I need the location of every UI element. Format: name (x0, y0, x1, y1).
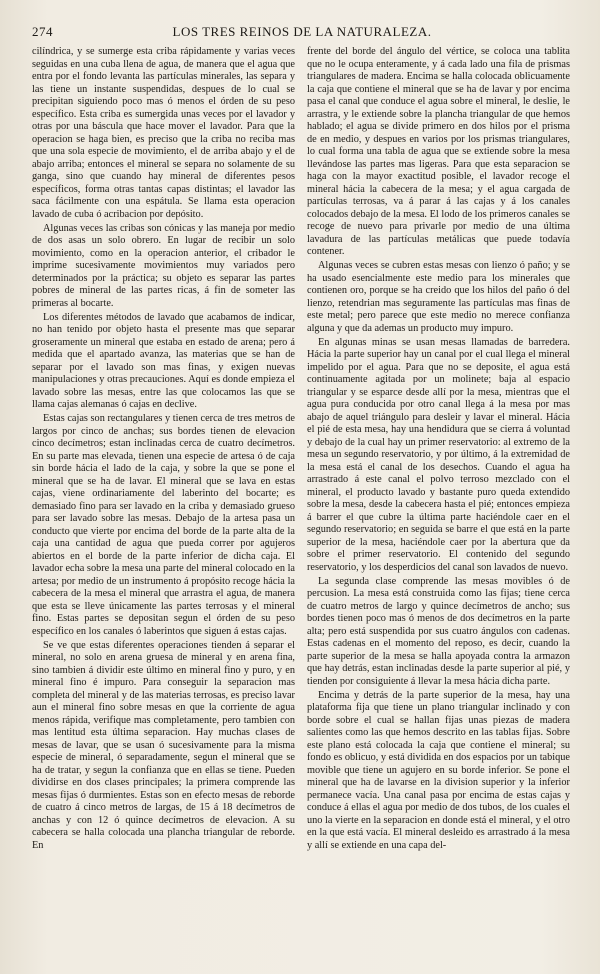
text-columns (32, 46, 570, 958)
paragraph: Se ve que estas diferentes operaciones tienden á separar el mineral, no solo en arena gruesa de mineral y en arena fina, sino tambien á dividir este último en mineral fino y puro, y en mineral fino é impuro. Para conseguir la separacion mas completa del mineral y de las materias terrosas, es preciso lavar aun el mineral fino sobre mesas en que la corriente de agua menos rápida, verifique mas completamente, pero tambien con mas lentitud esta última separacion. Hay muchas clases de mesas de lavar, que se usan ó sucesivamente para la misma especie de mineral, ó separadamente, segun el mineral que se ha de tratar, y segun la confianza que en ellas se tiene. Pueden dividirse en dos clases principales; la primera comprende las mesas fijas ó durmientes. Estas son en efecto mesas de reborde de cuatro á cinco metros de largas, de 15 á 18 decímetros de anchas y con 12 ó quince decímetros de elevacion. A su cabecera se halla colocada una plancha triangular de reborde. En (32, 639, 295, 851)
paragraph: Estas cajas son rectangulares y tienen cerca de tres metros de largos por cinco de anchas; sus bordes tienen de elevacion cinco decímetros; estan inclinadas cerca de cuatro decímetros. En su parte mas elevada, tienen una especie de artesa ó de caja sin borde hácia el lado de la caja, y sobre la que se pone el mineral que se ha de lavar. El mineral que se lava en estas cajas, viene ordinariamente del laberinto del bocarte; es demasiado fino para ser lavado en la criba y demasiado grueso para ser lavado sobre las mesas. Debajo de la artesa pasa un conducto que vierte por encima del borde de la parte alta de la caja una cantidad de agua que pueda correr por agujeros abiertos en el borde de la parte inferior de dicha caja. El lavador echa sobre la mesa una parte del mineral colocado en la artesa; por medio de un instrumento á propósito recoge hácia la cabecera de la mesa el mineral que arrastra el agua, de manera que esta se lleve únicamente las partes terrosas y el mineral fino. Estas partes se depositan segun el órden de su peso específico en los canales ó laberintos que siguen á estas cajas. (32, 413, 295, 637)
paragraph: Algunas veces se cubren estas mesas con lienzo ó paño; y se ha usado esencialmente este medio para los minerales que contienen oro, porque se ha creido que los hilos del paño ó del lienzo, retendrian mas seguramente las partículas mas finas de este metal; pero parece que este medio no merece confianza alguna y que da ademas un producto muy impuro. (307, 260, 570, 334)
right-column (307, 46, 570, 958)
paragraph: cilíndrica, y se sumerge esta criba rápidamente y varias veces seguidas en una cuba llena de agua, de manera que el agua que entra por el fondo levanta las partículas minerales, las separa y las tiene un instante suspendidas, despues de lo cual se precipitan siguiendo poco mas ó menos el órden de su peso específico. Esta criba es sumergida unas veces por el lavador y otras por una báscula que hace mover el lavador. Para que la operacion se haga bien, es preciso que la criba no reciba mas que una sola especie de movimiento, el de arriba abajo y el de abajo arriba; entonces el mineral se separa no solamente de su ganga, sino que cuando hay mineral de diferentes pesos específicos, forma otras tantas capas distintas; el lavador las saca fácilmente con una espátula. Se llama esta operacion lavado de cuba ó acribacion por depósito. (32, 46, 295, 220)
paragraph: Los diferentes métodos de lavado que acabamos de indicar, no han tenido por objeto hasta el presente mas que separar groseramente un mineral que estaba en estado de arena; pero á medida que el apartado avanza, las materias que se han de separar por el lavado son mas finas, y exigen nuevas manipulaciones y otras precauciones. Aquí es donde empieza el lavado sobre las mesas, entre las que colocamos las que se llama cajas alemanas ó cajas en declive. (32, 311, 295, 410)
paragraph: La segunda clase comprende las mesas movibles ó de percusion. La mesa está construida como las fijas; tiene cerca de cuatro metros de largo y quince decímetros de ancho; sus bordes tienen poco mas ó menos de dos decímetros en la parte alta; pero está suspendida por sus cuatro ángulos con cadenas. Estas cadenas en el momento del reposo, es decir, cuando la parte superior de la mesa se halla apoyada contra la armazon que hay detrás, estan inclinadas desde la parte superior al pié, y tienden por consiguiente á llevar la mesa hácia dicha parte. (307, 575, 570, 687)
paragraph: Algunas veces las cribas son cónicas y las maneja por medio de dos asas un solo obrero. En lugar de recibir un solo movimiento, como en la operacion anterior, el cribador le imprime sucesivamente movimientos muy variados pero determinados por la práctica; su objeto es separar las partes pobres de mineral de las partes ricas, á fin de someter las primeras al bocarte. (32, 222, 295, 309)
left-column (32, 46, 295, 958)
paragraph: Encima y detrás de la parte superior de la mesa, hay una plataforma fija que tiene un plano triangular inclinado y con borde sobre el cual se hallan fijas unas piezas de madera salientes como las que hemos descrito en las tablas fijas. Sobre este plano está colocada la caja que contiene el mineral; su fondo es oblicuo, y está dividida en dos espacios por un tabique movible que tiene un agujero en su borde inferior. Se pone el mineral que ha de lavarse en la division superior y la inferior permanece vacía. Una canal pasa por encima de estas cajas y conduce á ellas el agua por medio de dos tubos, de los cuales el uno la vierte en la separacion en donde está el mineral, y el otro en la que está vacía. El mineral desleido es arrastrado á la mesa y allí se extiende en una capa del- (307, 689, 570, 851)
running-head: LOS TRES REINOS DE LA NATURALEZA. (172, 24, 432, 39)
paragraph: frente del borde del ángulo del vértice, se coloca una tablita que no le ocupa enteramente, y á cada lado una fila de prismas triangulares de madera. Encima se halla colocada oblicuamente la caja que contiene el mineral que se ha de lavar y por encima pasa el canal que conduce el agua sobre el mineral, le deslie, le arrastra, y le extiende sobre la plancha triangular de que hemos hablado; el agua se divide primero en dos hilos por el prisma de en medio, y despues en varios por los prismas triangulares, lo cual forma una tabla de agua que se extiende sobre la mesa llevándose las partes mas ligeras. Para que esta separacion se haga con la mayor exactitud posible, el lavador recoge el mineral hácia la cabecera de la mesa; y el agua cargada de partículas terrosas, va á parar á las cajas y á los canales colocados debajo de la mesa. El lodo de los primeros canales se recoge de nuevo para privarle por medio de una última lavadura de las partículas metálicas que puede todavía contener. (307, 46, 570, 257)
paragraph: En algunas minas se usan mesas llamadas de barredera. Hácia la parte superior hay un canal por el cual llega el mineral impelido por el agua. Para que no se deposite, el agua está continuamente agitada por un molinete; baja al espacio triangular y se esparce desde allí por la mesa, mientras que el agua pura conducida por otro canal llega á la mesa por mas abajo de aquel triángulo para desleir y lavar el mineral. Hácia el pié de esta mesa, hay una hendidura que se cierra á voluntad y debajo de la cual hay un primer reservatorio: al extremo de la mesa un segundo reservatorio, y por último, á la extremidad de la mesa está el canal de los desechos. Cuando el agua ha arrastrado á este canal el polvo terroso mezclado con el mineral, el producto lavado y bastante puro queda extendido sobre la mesa, desde la cabecera hasta el pié; entonces empieza á barrer el que cubre la última parte haciéndole caer en el segundo reservatorio; en seguida se barre el que está en la parte superior de la mesa, haciéndole caer por la abertura que da sobre el primer reservatorio. El contenido del segundo reservatorio, y los desperdicios del canal son lavados de nuevo. (307, 336, 570, 573)
page-number: 274 (32, 24, 53, 39)
page-header (32, 24, 572, 42)
